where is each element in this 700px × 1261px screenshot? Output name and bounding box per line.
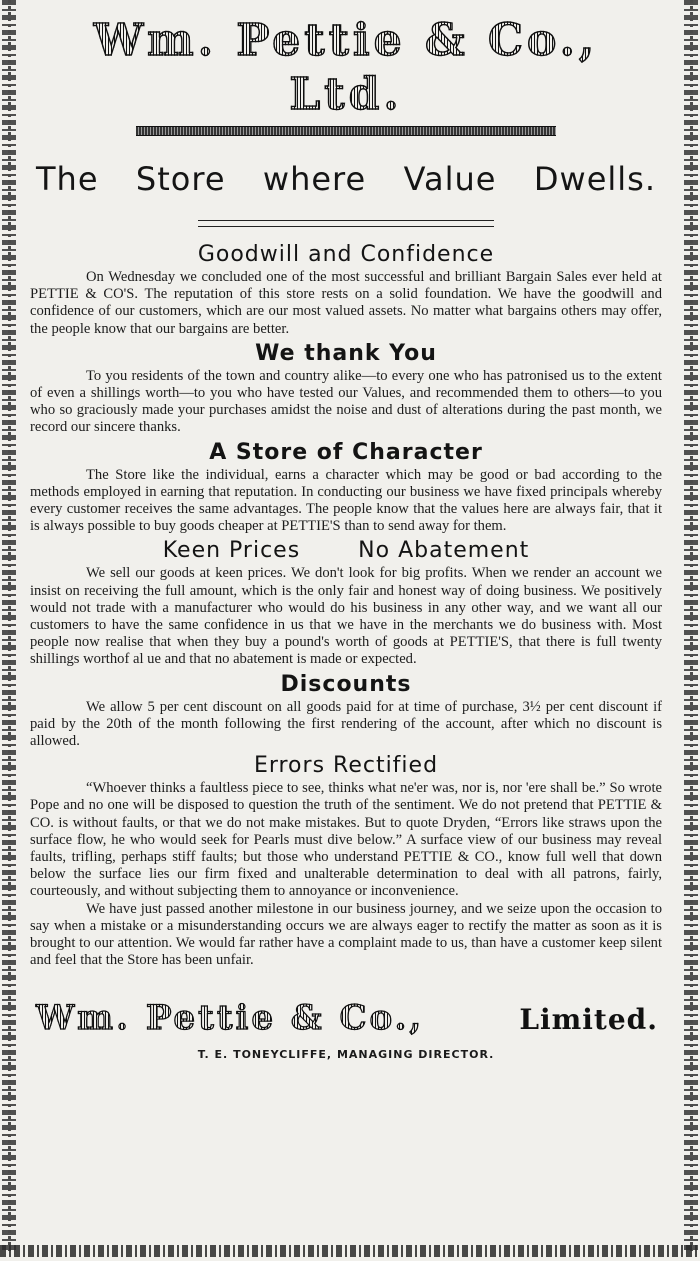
footer-name: Wm. Pettie & Co.,: [36, 997, 425, 1038]
section-heading: [30, 537, 662, 565]
right-decorative-border: [684, 0, 698, 1252]
tagline-double-rule: [198, 220, 494, 227]
bottom-decorative-border: [0, 1245, 700, 1257]
masthead-underline: [136, 126, 556, 136]
left-decorative-border: [2, 0, 16, 1252]
section-errors: [30, 752, 662, 969]
tagline: [36, 160, 656, 198]
section-heading: Goodwill and Confidence: [197, 242, 495, 267]
heading-keen-prices: Keen Prices: [162, 538, 301, 564]
tagline-word: Dwells.: [533, 160, 656, 198]
heading-no-abatement: No Abatement: [358, 538, 530, 564]
masthead-title: Wm. Pettie & Co., Ltd.: [30, 14, 662, 122]
footer-company-name: [30, 998, 662, 1038]
section-heading: A Store of Character: [209, 439, 483, 465]
section-keen-prices: [30, 537, 662, 668]
section-paragraph: On Wednesday we concluded one of the most successful and brilliant Bargain Sales ever held at PETTIE & CO'S. The reputation of this store rests on a solid foundation. We have the goodwill and confidence of our customers, which are our most valued assets. No matter what bargains others may offer, the people know that our bargains are better.: [30, 269, 662, 337]
managing-director-line: T. E. TONEYCLIFFE, MANAGING DIRECTOR.: [197, 1047, 495, 1061]
section-discounts: [30, 671, 662, 751]
tagline-word: The: [36, 160, 99, 198]
tagline-word: where: [262, 160, 367, 198]
section-paragraph: “Whoever thinks a faultless piece to see, thinks what ne'er was, nor is, nor 'ere shall be.” So wrote Pope and no one will be disposed to question the truth of the sentiment. We do not pretend that PETTIE & CO. is without faults, or that we do not make mistakes. But to quote Dryden, “Errors like straws upon the surface flow, he who would seek for Pearls must dive below.” A surface view of our business may reveal faults, trifling, perhaps stiff faults; but those who understand PETTIE & CO., know full well that down below the surface lies our firm fixed and unalterable determination to deal with all patrons, fairly, courteously, and without subjecting them to annoyance or inconvenience.: [30, 780, 662, 900]
advertisement-content: [30, 0, 662, 1061]
footer-limited: Limited.: [519, 1002, 658, 1036]
section-paragraph: To you residents of the town and country alike—to every one who has patronised us to the extent of even a shillings worth—to you who have tested our Values, and recommended them to others—to you who so graciously made your purchases amidst the noise and dust of alterations during the past month, we record our sincere thanks.: [30, 367, 662, 436]
section-paragraph: We sell our goods at keen prices. We don't look for big profits. When we render an account we insist on receiving the full amount, which is the only fair and honest way of doing business. We positively would not trade with a manufacturer who would do his business in any other way, and we want all our customers to have the same confidence in us that we have in the merchants we do business with. Most people now realise that when they buy a pound's worth of goods at PETTIE'S, that there is full twenty shillings worthof al ue and that no abatement is made or expected.: [30, 565, 662, 668]
section-goodwill: [30, 241, 662, 338]
section-heading: We thank You: [255, 340, 437, 366]
tagline-word: Store: [135, 160, 226, 198]
section-paragraph: The Store like the individual, earns a character which may be good or bad according to the methods employed in earning that reputation. In conducting our business we have fixed principals whereby every customer receives the same advantages. The people know that the values here are always fair, that it is always possible to buy goods cheaper at PETTIE'S than to send away for them.: [30, 466, 662, 535]
section-thank-you: [30, 340, 662, 437]
section-character: [30, 439, 662, 536]
section-heading: Discounts: [280, 671, 412, 697]
section-paragraph: We allow 5 per cent discount on all goods paid for at time of purchase, 3½ per cent discount if paid by the 20th of the month following the first rendering of the account, after which no discount is allowed.: [30, 698, 662, 750]
tagline-word: Value: [403, 160, 497, 198]
section-heading: Errors Rectified: [253, 753, 439, 779]
section-paragraph: We have just passed another milestone in our business journey, and we seize upon the occasion to say when a mistake or a misunderstanding occurs we are always eager to rectify the matter as soon as it is brought to our attention. We would far rather have a complaint made to us, than have a customer keep silent and feel that the Store has been unfair.: [30, 900, 662, 969]
